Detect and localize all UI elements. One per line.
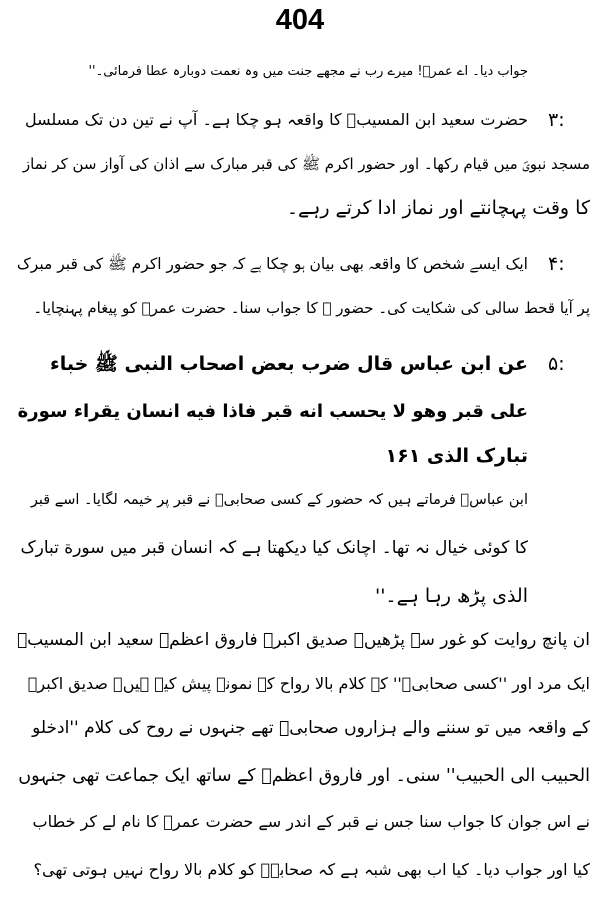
text-line: ابن عباسؓ فرماتے ہیں کہ حضور کے کسی صحابیؓ نے قبر پر خیمہ لگایا۔ اسے قبر — [30, 492, 528, 508]
text-line: ایک مرد اور ''کسی صحابیؓ'' کے کلام بالا رواح کے نمونے پیش کیے ہیں۔ صدیق اکبرؓ — [27, 674, 590, 693]
arabic-text-line: تبارک الذی ۱۶۱ — [385, 445, 528, 467]
text-line: نے اس جوان کا جواب سنا جس نے قبر کے اندر سے حضرت عمرؓ کا نام لے کر خطاب — [32, 812, 590, 831]
page-number: 404 — [275, 4, 325, 36]
arabic-text-line: علی قبر وھو لا یحسب انه قبر فاذا فیه انسان یقراء سورة — [17, 401, 528, 422]
text-line: کا کوئی خیال نہ تھا۔ اچانک کیا دیکھتا ہے کہ انسان قبر میں سورة تبارک — [20, 538, 528, 558]
text-line: ان پانچ روایت کو غور سے پڑھیں۔ صدیق اکبرؓ فاروق اعظمؓ سعید ابن المسیبؓ — [16, 630, 590, 650]
arabic-text-line: عن ابن عباس قال ضرب بعض اصحاب النبی ﷺ خباء — [50, 353, 528, 375]
text-line: الذی پڑھ رہا ہے۔'' — [374, 585, 528, 607]
item-marker-3: ۳: — [548, 109, 565, 131]
text-line: پر آیا قحط سالی کی شکایت کی۔ حضور ﷺ کا جواب سنا۔ حضرت عمرؓ کو پیغام پہنچایا۔ — [33, 299, 590, 317]
text-line: الحبیب الی الحبیب'' سنی۔ اور فاروق اعظمؓ کے ساتھ ایک جماعت تھی جنہوں — [18, 766, 590, 786]
text-line: ایک ایسے شخص کا واقعہ بھی بیان ہو چکا ہے کہ جو حضور اکرم ﷺ کی قبر مبرک — [16, 255, 528, 273]
text-line: کا وقت پہچانتے اور نماز ادا کرتے رہے۔ — [286, 197, 590, 219]
item-marker-5: ۵: — [548, 353, 565, 375]
text-line: مسجد نبویؐ میں قیام رکھا۔ اور حضور اکرم ﷺ کی قبر مبارک سے اذان کی آواز سن کر نماز — [22, 155, 590, 173]
text-line: کے واقعہ میں تو سننے والے ہزاروں صحابیؓ تھے جنہوں نے روح کی کلام ''ادخلو — [32, 718, 590, 738]
text-line: کیا اور جواب دیا۔ کیا اب بھی شبہ ہے کہ صحابہؓ کو کلام بالا رواح نہیں ہوتی تھی؟ — [33, 860, 590, 879]
text-line: حضرت سعید ابن المسیبؓ کا واقعہ ہو چکا ہے۔ آپ نے تین دن تک مسلسل — [24, 110, 528, 129]
text-line: جواب دیا۔ اے عمرؓ! میرے رب نے مجھے جنت میں وہ نعمت دوبارہ عطا فرمائی۔'' — [88, 64, 528, 79]
item-marker-4: ۴: — [548, 253, 565, 275]
